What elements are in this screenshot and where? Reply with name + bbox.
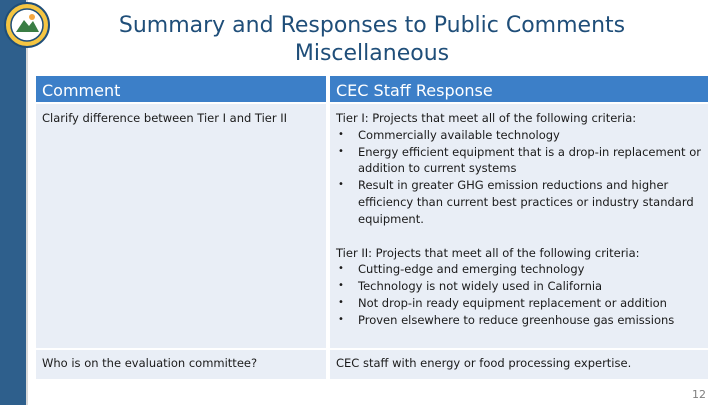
response-cell: CEC staff with energy or food processing expertise.	[328, 349, 708, 379]
response-cell	[328, 103, 708, 349]
tier1-intro: Tier I: Projects that meet all of the following criteria:	[336, 111, 637, 125]
page-number: 12	[692, 388, 706, 401]
column-header-response: CEC Staff Response	[328, 76, 708, 103]
tier1-criteria-list	[336, 127, 702, 228]
slide-title-line2: Miscellaneous	[294, 41, 450, 66]
slide-title	[60, 12, 684, 68]
comments-table	[36, 76, 708, 379]
list-item: • Commercially available technology	[336, 127, 702, 144]
list-item: • Energy efficient equipment that is a drop-in replacement or addition to current systems	[336, 144, 702, 178]
comment-cell: Clarify difference between Tier I and Tier II	[36, 103, 328, 349]
column-header-comment: Comment	[36, 76, 328, 103]
tier2-intro: Tier II: Projects that meet all of the following criteria:	[336, 245, 640, 260]
left-accent-divider	[26, 0, 28, 405]
comment-cell: Who is on the evaluation committee?	[36, 349, 328, 379]
list-item: • Technology is not widely used in California	[336, 278, 702, 295]
left-accent-bar	[0, 0, 26, 405]
table-header-row	[36, 76, 708, 103]
list-item: • Cutting-edge and emerging technology	[336, 261, 702, 278]
list-item: • Proven elsewhere to reduce greenhouse gas emissions	[336, 312, 702, 329]
tier2-criteria-list	[336, 261, 702, 328]
list-item: • Result in greater GHG emission reductions and higher efficiency than current best practices or industry standard equipment.	[336, 177, 702, 227]
table-row	[36, 349, 708, 379]
slide-title-line1: Summary and Responses to Public Comments	[118, 13, 626, 38]
list-item: • Not drop-in ready equipment replacement or addition	[336, 295, 702, 312]
table-row	[36, 103, 708, 349]
state-seal-logo	[4, 2, 50, 48]
